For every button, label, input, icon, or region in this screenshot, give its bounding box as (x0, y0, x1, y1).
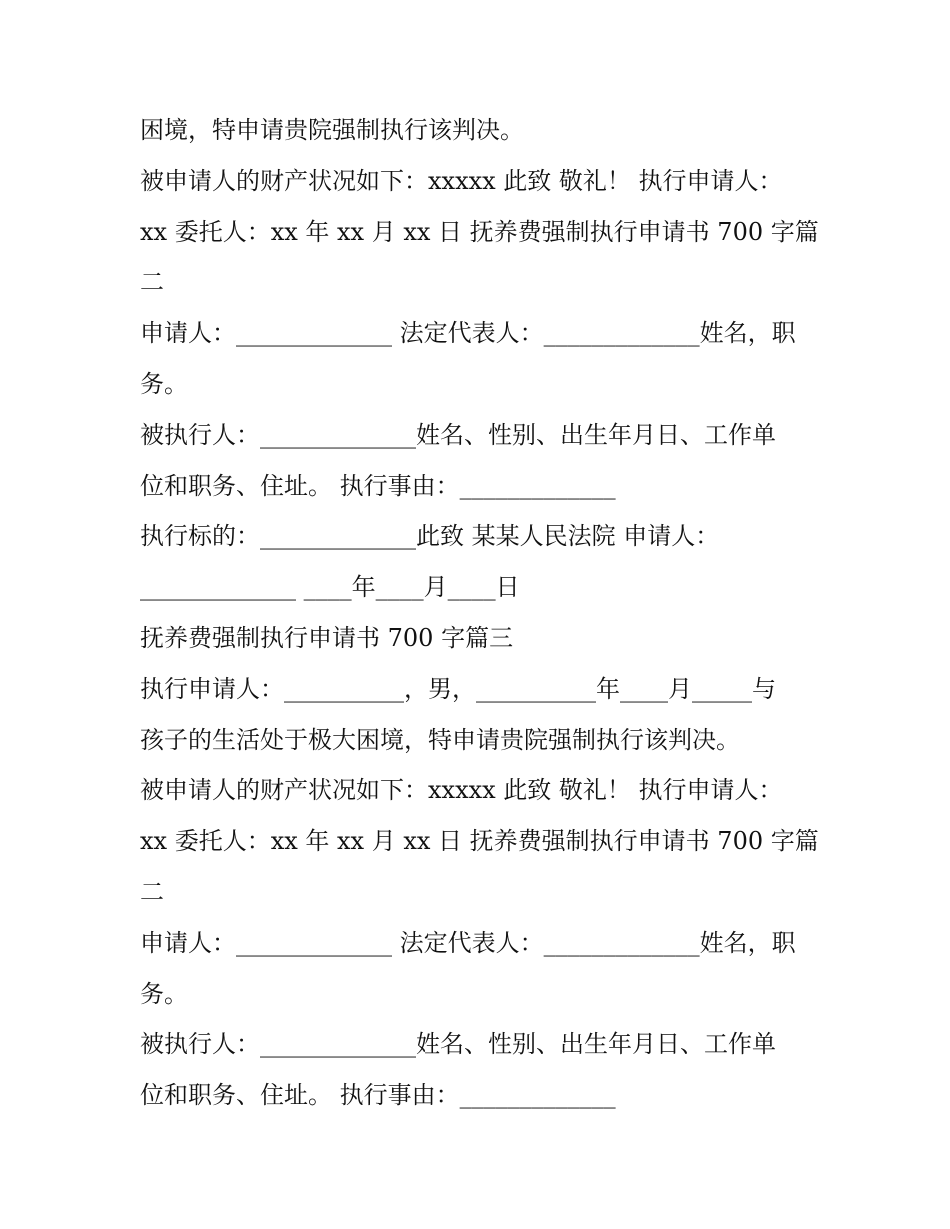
text-line: 被执行人：_____________姓名、性别、出生年月日、工作单 (140, 420, 776, 449)
text-line: 二 (140, 268, 164, 297)
text-line: _____________ ____年____月____日 (140, 573, 520, 602)
text-line: 被申请人的财产状况如下：xxxxx 此致 敬礼！ 执行申请人： (140, 166, 783, 195)
text-line: 位和职务、住址。 执行事由：_____________ (140, 1081, 616, 1110)
section-heading: 抚养费强制执行申请书 700 字篇三 (140, 623, 514, 652)
document-body (140, 105, 820, 1121)
text-line: 被申请人的财产状况如下：xxxxx 此致 敬礼！ 执行申请人： (140, 776, 783, 805)
text-line: 申请人：_____________ 法定代表人：_____________姓名，职 (140, 319, 796, 348)
text-line: xx 委托人：xx 年 xx 月 xx 日 抚养费强制执行申请书 700 字篇 (140, 217, 819, 246)
text-line: 务。 (140, 369, 188, 398)
text-line: 困境，特申请贵院强制执行该判决。 (140, 116, 524, 144)
text-line: 申请人：_____________ 法定代表人：_____________姓名，职 (140, 928, 796, 957)
text-line: xx 委托人：xx 年 xx 月 xx 日 抚养费强制执行申请书 700 字篇 (140, 827, 819, 856)
text-line: 执行标的：_____________此致 某某人民法院 申请人： (140, 522, 720, 551)
text-line: 执行申请人：__________，男，__________年____月_____与 (140, 674, 776, 703)
text-line: 孩子的生活处于极大困境，特申请贵院强制执行该判决。 (140, 725, 740, 754)
text-line: 位和职务、住址。 执行事由：_____________ (140, 471, 616, 500)
text-line: 二 (140, 877, 164, 906)
text-line: 被执行人：_____________姓名、性别、出生年月日、工作单 (140, 1030, 776, 1059)
text-line: 务。 (140, 979, 188, 1008)
